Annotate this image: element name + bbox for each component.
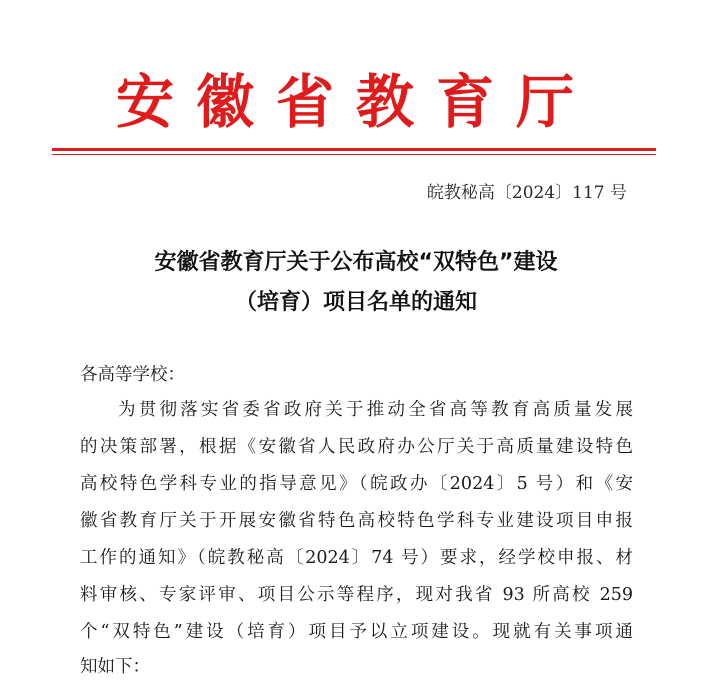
- body-paragraph-line: 工作的通知》（皖教秘高〔2024〕74 号）要求，经学校申报、材: [80, 548, 633, 568]
- body-paragraph-line: 为贯彻落实省委省政府关于推动全省高等教育高质量发展: [118, 400, 633, 420]
- document-number: 皖教秘高〔2024〕117 号: [426, 183, 627, 203]
- body-paragraph-line: 徽省教育厅关于开展安徽省特色高校特色学科专业建设项目申报: [80, 511, 633, 531]
- salutation: 各高等学校：: [80, 365, 185, 385]
- red-divider-thick: [52, 148, 656, 151]
- body-paragraph-line: 知如下：: [80, 657, 150, 677]
- body-paragraph-line: 高校特色学科专业的指导意见》（皖政办〔2024〕5 号）和《安: [80, 474, 633, 494]
- agency-masthead: 安徽省教育厅: [115, 68, 596, 136]
- body-paragraph-line: 的决策部署，根据《安徽省人民政府办公厅关于高质量建设特色: [80, 437, 633, 457]
- body-paragraph-line: 个“双特色”建设（培育）项目予以立项建设。现就有关事项通: [80, 622, 633, 642]
- document-title-line-2: （培育）项目名单的通知: [234, 290, 477, 315]
- body-paragraph-line: 料审核、专家评审、项目公示等程序，现对我省 93 所高校 259: [80, 585, 633, 605]
- document-title-line-1: 安徽省教育厅关于公布高校“双特色”建设: [154, 250, 558, 275]
- red-divider-thin: [52, 154, 656, 155]
